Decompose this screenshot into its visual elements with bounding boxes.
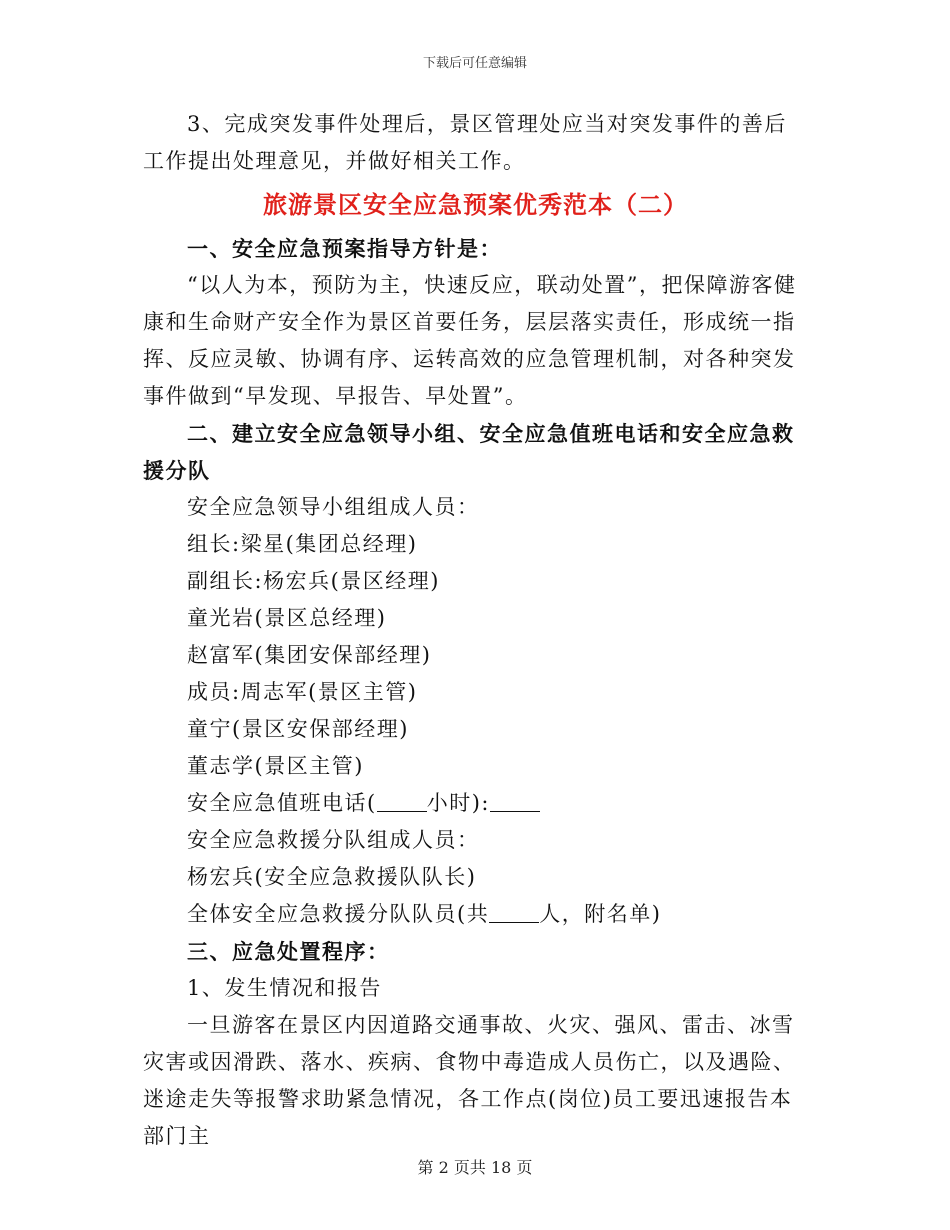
page-header: 下载后可任意编辑 xyxy=(422,56,527,71)
heading-team: 二、建立安全应急领导小组、安全应急值班电话和安全应急救援分队 xyxy=(143,421,795,483)
paragraph-item-3: 3、完成突发事件处理后，景区管理处应当对突发事件的善后工作提出处理意见，并做好相关工作。 xyxy=(143,112,787,173)
heading-guideline: 一、安全应急预案指导方针是： xyxy=(187,236,502,261)
blank-hours xyxy=(377,793,427,812)
document-body xyxy=(143,106,808,1155)
paragraph-report: 一旦游客在景区内因道路交通事故、火灾、强风、雷击、冰雪灾害或因滑跌、落水、疾病、食物中毒造成人员伤亡，以及遇险、迷途走失等报警求助紧急情况，各工作点(岗位)员工要迅速报告本部门主 xyxy=(143,1013,796,1148)
paragraph-guideline: “以人为本，预防为主，快速反应，联动处置”，把保障游客健康和生命财产安全作为景区首要任务，层层落实责任，形成统一指挥、反应灵敏、协调有序、运转高效的应急管理机制，对各种突发事件做到“早发现、早报告、早处置”。 xyxy=(143,273,797,408)
heading-procedure: 三、应急处置程序： xyxy=(187,939,390,964)
page-footer: 第 2 页共 18 页 xyxy=(417,1158,533,1177)
line-member-tong-guangyan: 童光岩(景区总经理) xyxy=(187,606,387,630)
blank-count xyxy=(489,904,539,923)
line-group-leader: 组长:梁星(集团总经理) xyxy=(187,532,418,556)
rescue-members-label: 全体安全应急救援分队队员(共 xyxy=(187,902,490,926)
line-duty-phone xyxy=(143,785,808,822)
line-deputy-leader: 副组长:杨宏兵(景区经理) xyxy=(187,569,440,593)
duty-phone-hours-label: 小时): xyxy=(426,791,490,815)
line-rescue-team: 安全应急救援分队组成人员： xyxy=(187,828,480,852)
line-member-zhao-fujun: 赵富军(集团安保部经理) xyxy=(187,643,432,667)
line-report-subheading: 1、发生情况和报告 xyxy=(187,976,382,1000)
line-member-dong-zhixue: 董志学(景区主管) xyxy=(187,754,364,778)
line-rescue-captain: 杨宏兵(安全应急救援队队长) xyxy=(187,865,477,889)
duty-phone-label: 安全应急值班电话( xyxy=(187,791,377,815)
blank-phone xyxy=(490,793,540,812)
line-member-tong-ning: 童宁(景区安保部经理) xyxy=(187,717,409,741)
rescue-members-suffix: 人，附名单) xyxy=(539,902,662,926)
section-title: 旅游景区安全应急预案优秀范本（二） xyxy=(263,190,688,219)
line-rescue-members xyxy=(143,896,808,933)
line-leader-group: 安全应急领导小组组成人员： xyxy=(187,495,480,519)
line-member-zhou-zhijun: 成员:周志军(景区主管) xyxy=(187,680,418,704)
